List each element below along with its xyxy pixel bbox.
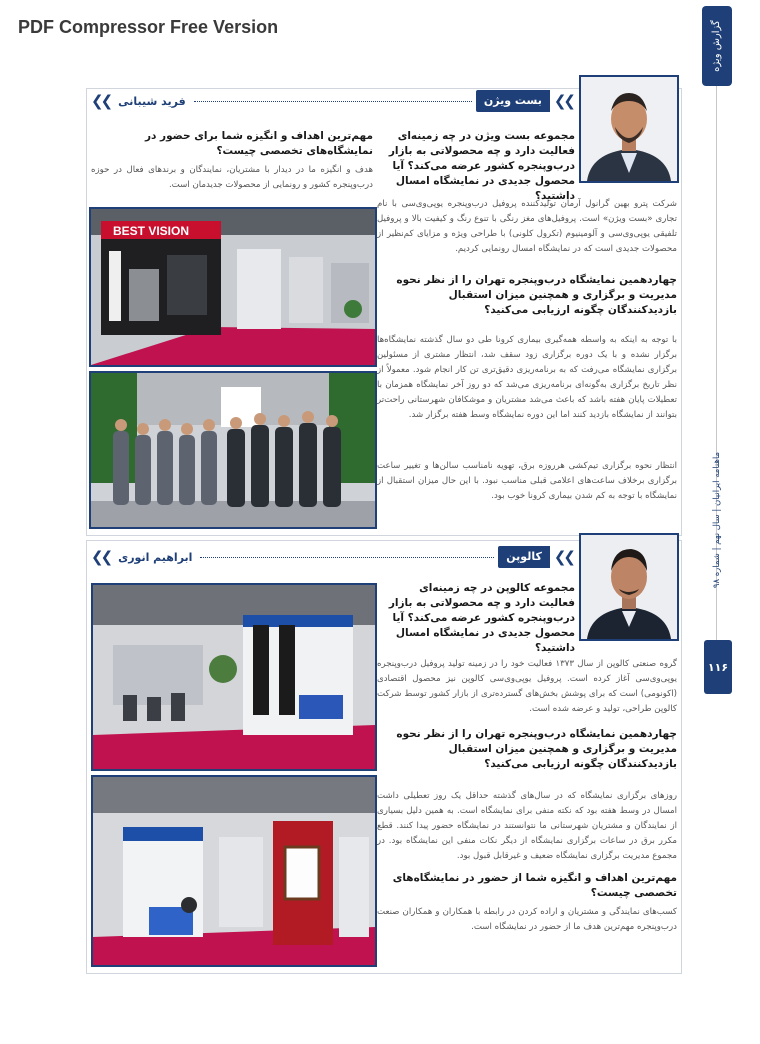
question-3: مهم‌ترین اهداف و انگیزه شما برای حضور در نمایشگاه‌های تخصصی چیست؟: [144, 130, 373, 157]
question-1: مجموعه بست ویژن در چه زمینه‌ای فعالیت دارد و چه محصولاتی به بازار درب‌وپنجره کشور عرضه می‌کند؟ آیا محصول جدیدی در نمایشگاه امسال داشتید؟: [388, 130, 575, 202]
ribbon-divider: [194, 100, 472, 102]
question-2: چهاردهمین نمایشگاه درب‌وپنجره تهران را از نظر نحوه مدیریت و برگزاری و همچنین میزان استقبال بازدیدکنندگان چگونه ارزیابی می‌کنید؟: [396, 728, 677, 770]
portrait-photo: [579, 533, 679, 641]
answer-1: گروه صنعتی کالوپن از سال ۱۳۷۳ فعالیت خود را در زمینه تولید پروفیل درب‌وپنجره یوپی‌وی‌سی آغاز کرده است. پروفیل یوپی‌وی‌سی کالوپن نیز محصول اقتصادی (اکونومی) است که برای پوشش بخش‌های گسترده‌تری از بازار کشور توسط شرکت کالوپن طراحی، تولید و عرضه شده است.: [377, 659, 677, 714]
portrait-image: [581, 535, 677, 639]
booth-photo-2-image: [93, 777, 375, 965]
team-photo: [89, 371, 377, 529]
booth-photo-image: [91, 209, 375, 365]
company-name: بست ویژن: [476, 90, 550, 112]
company-name: کالوپن: [498, 546, 550, 568]
booth-sign: BEST VISION: [113, 224, 190, 238]
question-2: چهاردهمین نمایشگاه درب‌وپنجره تهران را از نظر نحوه مدیریت و برگزاری و همچنین میزان استقبال بازدیدکنندگان چگونه ارزیابی می‌کنید؟: [396, 274, 677, 316]
answer-3: کسب‌های نمایندگی و مشتریان و اراده کردن در رابطه با همکاران و همکاران صنعت درب‌وپنجره مهم‌ترین هدف ما از حضور در نمایشگاه است.: [377, 907, 677, 932]
question-1: مجموعه کالوپن در چه زمینه‌ای فعالیت دارد و چه محصولاتی به بازار درب‌وپنجره کشور عرضه می‌کند؟ آیا محصول جدیدی در نمایشگاه امسال داشتید؟: [388, 582, 575, 654]
question-3: مهم‌ترین اهداف و انگیزه شما از حضور در نمایشگاه‌های تخصصی چیست؟: [392, 872, 677, 899]
ribbon-arrows-icon: ❯❯: [91, 548, 111, 566]
page-number: ۱۱۶: [704, 640, 732, 694]
section-tab: [702, 6, 732, 86]
team-photo-image: [91, 373, 375, 527]
answer-2a: با توجه به اینکه به واسطه همه‌گیری بیماری کرونا طی دو سال گذشته نمایشگاه‌ها برگزار نشده و با یک دوره برگزاری زود سقف شد، انتظار مشتری از مسئولین برگزاری نمایشگاه می‌رفت که به برنامه‌ریزی دقیق‌تری تن کار انجام شود. معمولاً از نظر تاریخ برگزاری به‌گونه‌ای برنامه‌ریزی می‌شد که دو روز آخر نمایشگاه همزمان با تعطیلات پایان هفته باشد که باعث می‌شد مشتریان و موشکافان شهرستانی راحت‌تر بتوانند از نمایشگاه بازدید کنند اما این دوره نمایشگاه وسط هفته برگزار شد.: [377, 335, 677, 420]
article-best-vision: [86, 88, 682, 536]
person-name: ابراهیم انوری: [118, 550, 193, 564]
watermark-text: PDF Compressor Free Version: [18, 17, 279, 37]
article-calopen: [86, 540, 682, 974]
answer-3: هدف و انگیزه ما در دیدار با مشتریان، نمایندگان و برندهای فعال در حوزه درب‌وپنجره کشور و رونمایی از محصولات جدیدمان است.: [91, 165, 373, 190]
booth-photo: [91, 583, 377, 771]
answer-2: روزهای برگزاری نمایشگاه که در سال‌های گذشته حداقل یک روز تعطیلی داشت امسال در وسط هفته بود که نکته منفی برای نمایشگاه است. به همین دلیل بسیاری از نمایندگان و مشتریان شهرستانی ما نتوانستند در نمایشگاه حضور پیدا کنند. قطع مکرر برق در ساعات برگزاری نمایشگاه از دیگر نکات منفی این نمایشگاه بود. در مجموع مدیریت برگزاری نمایشگاه ضعیف و غیرقابل قبول بود.: [377, 791, 677, 861]
booth-photo-2: [91, 775, 377, 967]
ribbon-arrows-icon: ❯❯: [553, 548, 573, 566]
article-header: [87, 89, 577, 113]
ribbon-divider: [200, 556, 494, 558]
ribbon-arrows-icon: ❯❯: [91, 92, 111, 110]
booth-photo-image: [93, 585, 375, 769]
article-header: [87, 545, 577, 569]
magazine-footer: [704, 380, 730, 660]
booth-photo: [89, 207, 377, 367]
person-name: فرید شیبانی: [118, 94, 186, 108]
portrait-photo: [579, 75, 679, 183]
answer-1: شرکت پترو بهین گرانول آرمان تولیدکننده پروفیل درب‌وپنجره یوپی‌وی‌سی با نام تجاری «بست ویژن» است. پروفیل‌های مغز رنگی با تنوع رنگ و کیفیت بالا و پروفیل تلفیقی یوپی‌وی‌سی و آلومینیوم (تکرول کلونی) با طراحی ویژه و مزایای کم‌نظیر از محصولات جدیدی است که در نمایشگاه امسال رونمایی کردیم.: [377, 199, 677, 254]
magazine-footer-text: ماهنامه ایرانیان | سال نهم | شماره ۹۸: [712, 451, 722, 589]
ribbon-arrows-icon: ❯❯: [553, 92, 573, 110]
section-tab-label: گزارش ویژه: [711, 20, 722, 72]
portrait-image: [581, 77, 677, 181]
answer-2b: انتظار نحوه برگزاری تیم‌کشی هرروزه برق، تهویه نامناسب سالن‌ها و تغییر ساعت برگزاری برخلاف ساعت‌های اعلامی قبلی مناسب نبود. با این حال میزان استقبال از نمایشگاه با توجه به کم شدن بیماری کرونا خوب بود.: [377, 461, 677, 501]
